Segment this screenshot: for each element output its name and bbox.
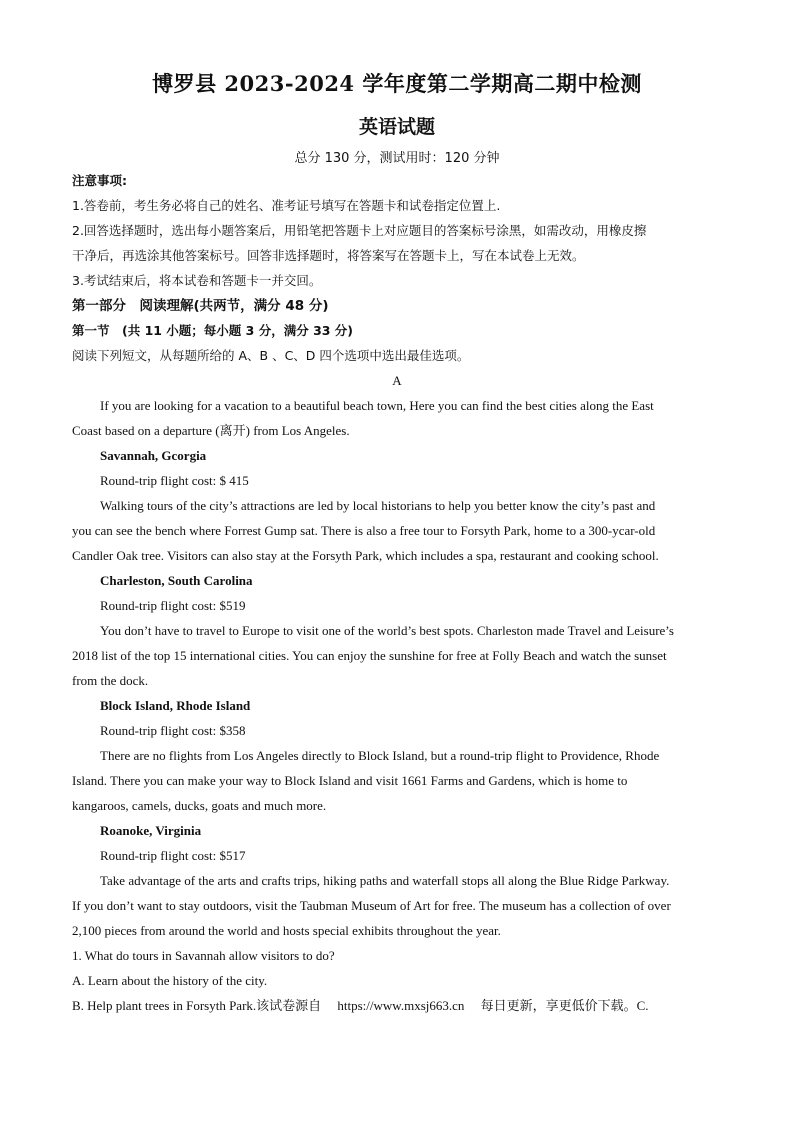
city-text: Candler Oak tree. Visitors can also stay at the Forsyth Park, which includes a spa, restaurant and cooking school. [72,548,659,563]
city-text: kangaroos, camels, ducks, goats and much more. [72,798,327,813]
city-text: 2018 list of the top 15 international cities. You can enjoy the sunshine for free at Folly Beach and watch the sunset [72,648,667,663]
note-item: 干净后，再选涂其他答案标号。回答非选择题时，将答案写在答题卡上，写在本试卷上无效。 [72,248,585,263]
city-name: Block Island, Rhode Island [100,698,251,713]
city-cost: Round-trip flight cost: $358 [100,723,246,738]
city-text: from the dock. [72,673,149,688]
city-text: Take advantage of the arts and crafts trips, hiking paths and waterfall stops all along the Blue Ridge Parkway. [100,873,670,888]
city-cost: Round-trip flight cost: $519 [100,598,246,613]
city-name: Charleston, South Carolina [100,573,253,588]
subject-title: 英语试题 [358,116,435,138]
note-item: 2.回答选择题时，选出每小题答案后，用铅笔把答题卡上对应题目的答案标号涂黑，如需改动，用橡皮擦 [72,223,647,238]
city-text: Island. There you can make your way to Block Island and visit 1661 Farms and Gardens, which is home to [72,773,628,788]
city-text: If you don’t want to stay outdoors, visit the Taubman Museum of Art for free. The museum has a collection of over [72,898,671,913]
exam-title: 博罗县 2023-2024 学年度第二学期高二期中检测 [152,71,642,96]
city-text: Walking tours of the city’s attractions are led by local historians to help you better know the city’s past and [100,498,656,513]
city-text: 2,100 pieces from around the world and hosts special exhibits throughout the year. [72,923,501,938]
city-cost: Round-trip flight cost: $ 415 [100,473,249,488]
city-cost: Round-trip flight cost: $517 [100,848,246,863]
city-name: Roanoke, Virginia [100,823,202,838]
city-text: You don’t have to travel to Europe to visit one of the world’s best spots. Charleston made Travel and Leisure’s [100,623,674,638]
notes-heading: 注意事项: [72,173,127,188]
city-name: Savannah, Gcorgia [100,448,207,463]
note-item: 3.考试结束后，将本试卷和答题卡一并交回。 [72,273,322,288]
city-text: There are no flights from Los Angeles directly to Block Island, but a round-trip flight to Providence, Rhode [100,748,660,763]
question-stem: 1. What do tours in Savannah allow visitors to do? [72,948,335,963]
section-heading: 第一节 (共 11 小题；每小题 3 分，满分 33 分) [72,323,354,338]
passage-label: A [392,373,402,388]
city-text: you can see the bench where Forrest Gump sat. There is also a free tour to Forsyth Park, home to a 300-ycar-old [72,523,656,538]
part-heading: 第一部分 阅读理解(共两节，满分 48 分) [72,298,329,314]
section-instruction: 阅读下列短文，从每题所给的 A、B 、C、D 四个选项中选出最佳选项。 [72,348,470,363]
question-option-a: A. Learn about the history of the city. [72,973,268,988]
question-option-b: B. Help plant trees in Forsyth Park.该试卷源自 https://www.mxsj663.cn 每日更新，享更低价下载。C. [72,998,649,1013]
note-item: 1.答卷前，考生务必将自己的姓名、准考证号填写在答题卡和试卷指定位置上. [72,198,501,213]
passage-intro: If you are looking for a vacation to a beautiful beach town, Here you can find the best cities along the East [100,398,654,413]
exam-meta: 总分 130 分，测试用时：120 分钟 [294,151,500,166]
passage-intro: Coast based on a departure (离开) from Los Angeles. [72,423,350,438]
